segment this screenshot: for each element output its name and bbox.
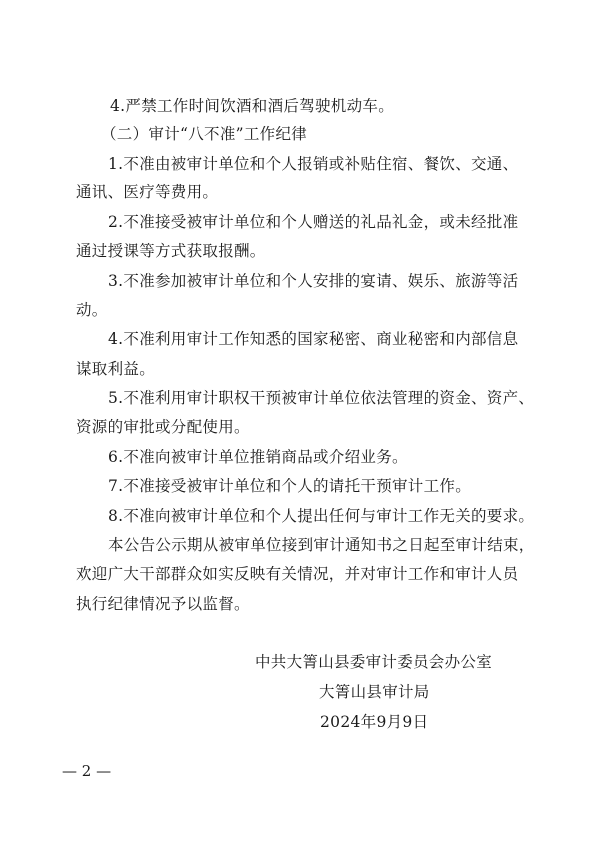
body-line: 2.不准接受被审计单位和个人赠送的礼品礼金，或未经批准 bbox=[108, 213, 519, 231]
signature-date: 2024年9月9日 bbox=[320, 713, 429, 731]
body-line: 谋取利益。 bbox=[76, 360, 156, 378]
body-line: 欢迎广大干部群众如实反映有关情况，并对审计工作和审计人员 bbox=[76, 565, 519, 583]
body-line: 6.不准向被审计单位推销商品或介绍业务。 bbox=[108, 448, 408, 466]
body-line: 5.不准利用审计职权干预被审计单位依法管理的资金、资产、 bbox=[108, 389, 535, 407]
body-line: 7.不准接受被审计单位和个人的请托干预审计工作。 bbox=[108, 477, 471, 495]
body-line: 1.不准由被审计单位和个人报销或补贴住宿、餐饮、交通、 bbox=[108, 155, 519, 173]
body-line: 8.不准向被审计单位和个人提出任何与审计工作无关的要求。 bbox=[108, 507, 535, 525]
body-line: 通过授课等方式获取报酬。 bbox=[76, 242, 266, 260]
body-line: 4.不准利用审计工作知悉的国家秘密、商业秘密和内部信息 bbox=[108, 330, 519, 348]
body-line: 3.不准参加被审计单位和个人安排的宴请、娱乐、旅游等活 bbox=[108, 272, 519, 290]
body-line: 4.严禁工作时间饮酒和酒后驾驶机动车。 bbox=[110, 97, 394, 115]
signature-org-secondary: 大箐山县审计局 bbox=[319, 683, 430, 701]
body-line: 通讯、医疗等费用。 bbox=[76, 183, 219, 201]
body-line: 执行纪律情况予以监督。 bbox=[76, 595, 250, 613]
section-heading: （二）审计“八不准”工作纪律 bbox=[101, 125, 308, 143]
body-line: 资源的审批或分配使用。 bbox=[76, 418, 250, 436]
body-line: 本公告公示期从被审单位接到审计通知书之日起至审计结束， bbox=[108, 536, 535, 554]
signature-org-primary: 中共大箐山县委审计委员会办公室 bbox=[255, 653, 493, 671]
page-number: — 2 — bbox=[62, 762, 112, 780]
body-line: 动。 bbox=[76, 301, 108, 319]
